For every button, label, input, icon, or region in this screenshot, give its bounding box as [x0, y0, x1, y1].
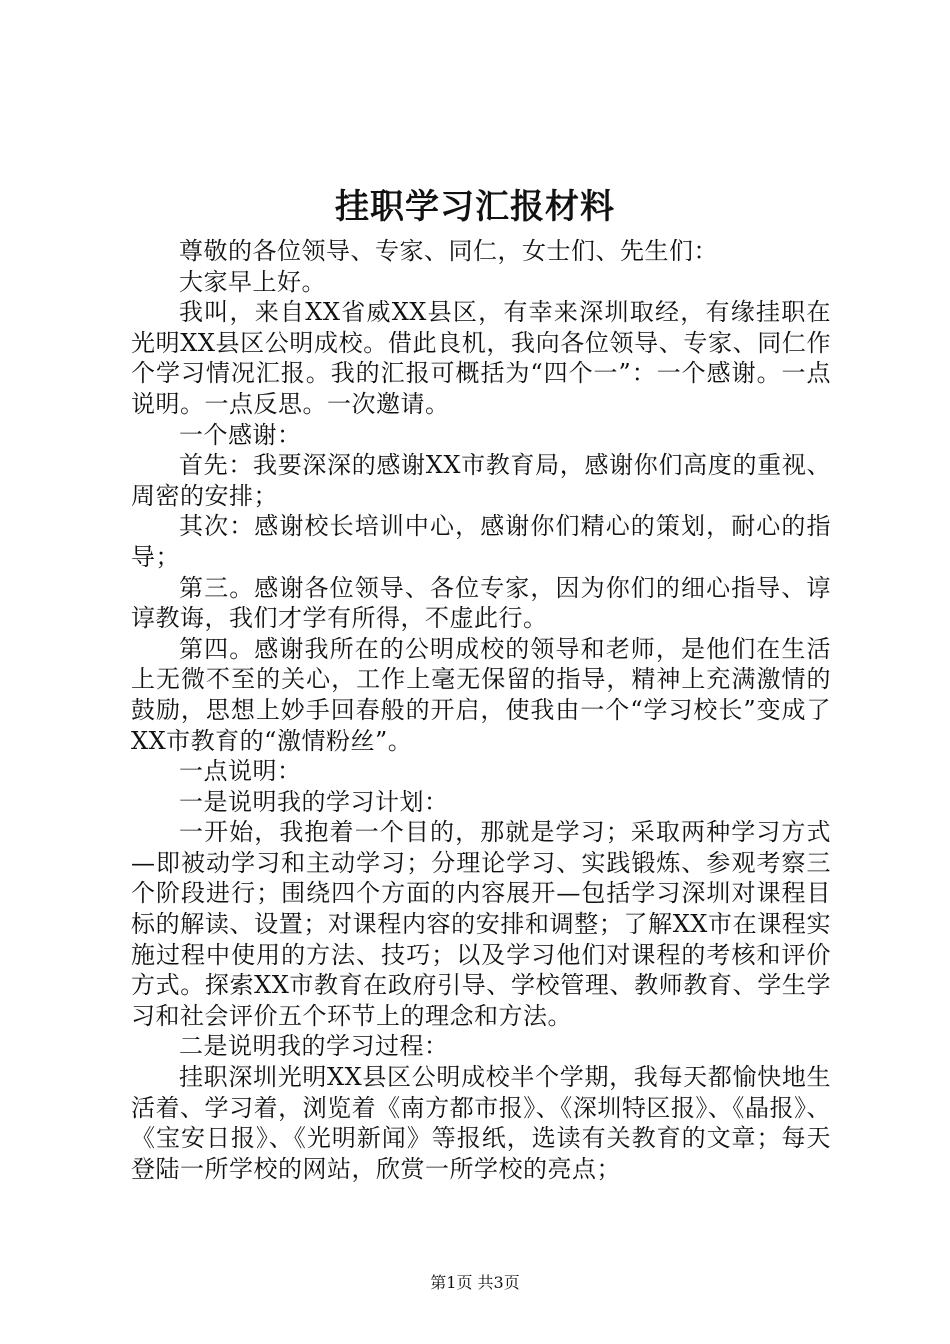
section-heading-thanks: 一个感谢：	[179, 420, 302, 449]
paragraph-greeting: 大家早上好。	[179, 267, 326, 296]
paragraph-thanks-third: 第三。感谢各位领导、各位专家，因为你们的细心指导、谆谆教诲，我们才学有所得，不虚此行。	[131, 573, 831, 633]
paragraph-thanks-second: 其次：感谢校长培训中心，感谢你们精心的策划，耐心的指导；	[131, 512, 831, 571]
section-heading-explanation: 一点说明：	[179, 757, 302, 786]
subheading-study-process: 二是说明我的学习过程：	[179, 1032, 449, 1061]
paragraph-thanks-first: 首先：我要深深的感谢XX市教育局，感谢你们高度的重视、周密的安排；	[131, 451, 831, 510]
paragraph-study-plan: 一开始，我抱着一个目的，那就是学习；采取两种学习方式—即被动学习和主动学习；分理论学习、实践锻炼、参观考察三个阶段进行；围绕四个方面的内容展开—包括学习深圳对课程目标的解读、设置；对课程内容的安排和调整；了解XX市在课程实施过程中使用的方法、技巧；以及学习他们对课程的考核和评价方式。探索XX市教育在政府引导、学校管理、教师教育、学生学习和社会评价五个环节上的理念和方法。	[131, 818, 831, 1030]
page-footer: 第1页 共3页	[430, 1273, 520, 1292]
document-body	[131, 236, 831, 1184]
paragraph-introduction: 我叫，来自XX省威XX县区，有幸来深圳取经，有缘挂职在光明XX县区公明成校。借此良机，我向各位领导、专家、同仁作个学习情况汇报。我的汇报可概括为“四个一”：一个感谢。一点说明。一点反思。一次邀请。	[131, 298, 831, 418]
subheading-study-plan: 一是说明我的学习计划：	[179, 787, 449, 816]
document-title: 挂职学习汇报材料	[335, 187, 615, 227]
paragraph-salutation: 尊敬的各位领导、专家、同仁，女士们、先生们：	[179, 237, 718, 265]
paragraph-thanks-fourth: 第四。感谢我所在的公明成校的领导和老师，是他们在生活上无微不至的关心，工作上毫无保留的指导，精神上充满激情的鼓励，思想上妙手回春般的开启，使我由一个“学习校长”变成了XX市教育的“激情粉丝”。	[131, 634, 831, 755]
paragraph-study-process: 挂职深圳光明XX县区公明成校半个学期，我每天都愉快地生活着、学习着，浏览着《南方都市报》、《深圳特区报》、《晶报》、《宝安日报》、《光明新闻》等报纸，选读有关教育的文章；每天登陆一所学校的网站，欣赏一所学校的亮点；	[131, 1063, 831, 1183]
